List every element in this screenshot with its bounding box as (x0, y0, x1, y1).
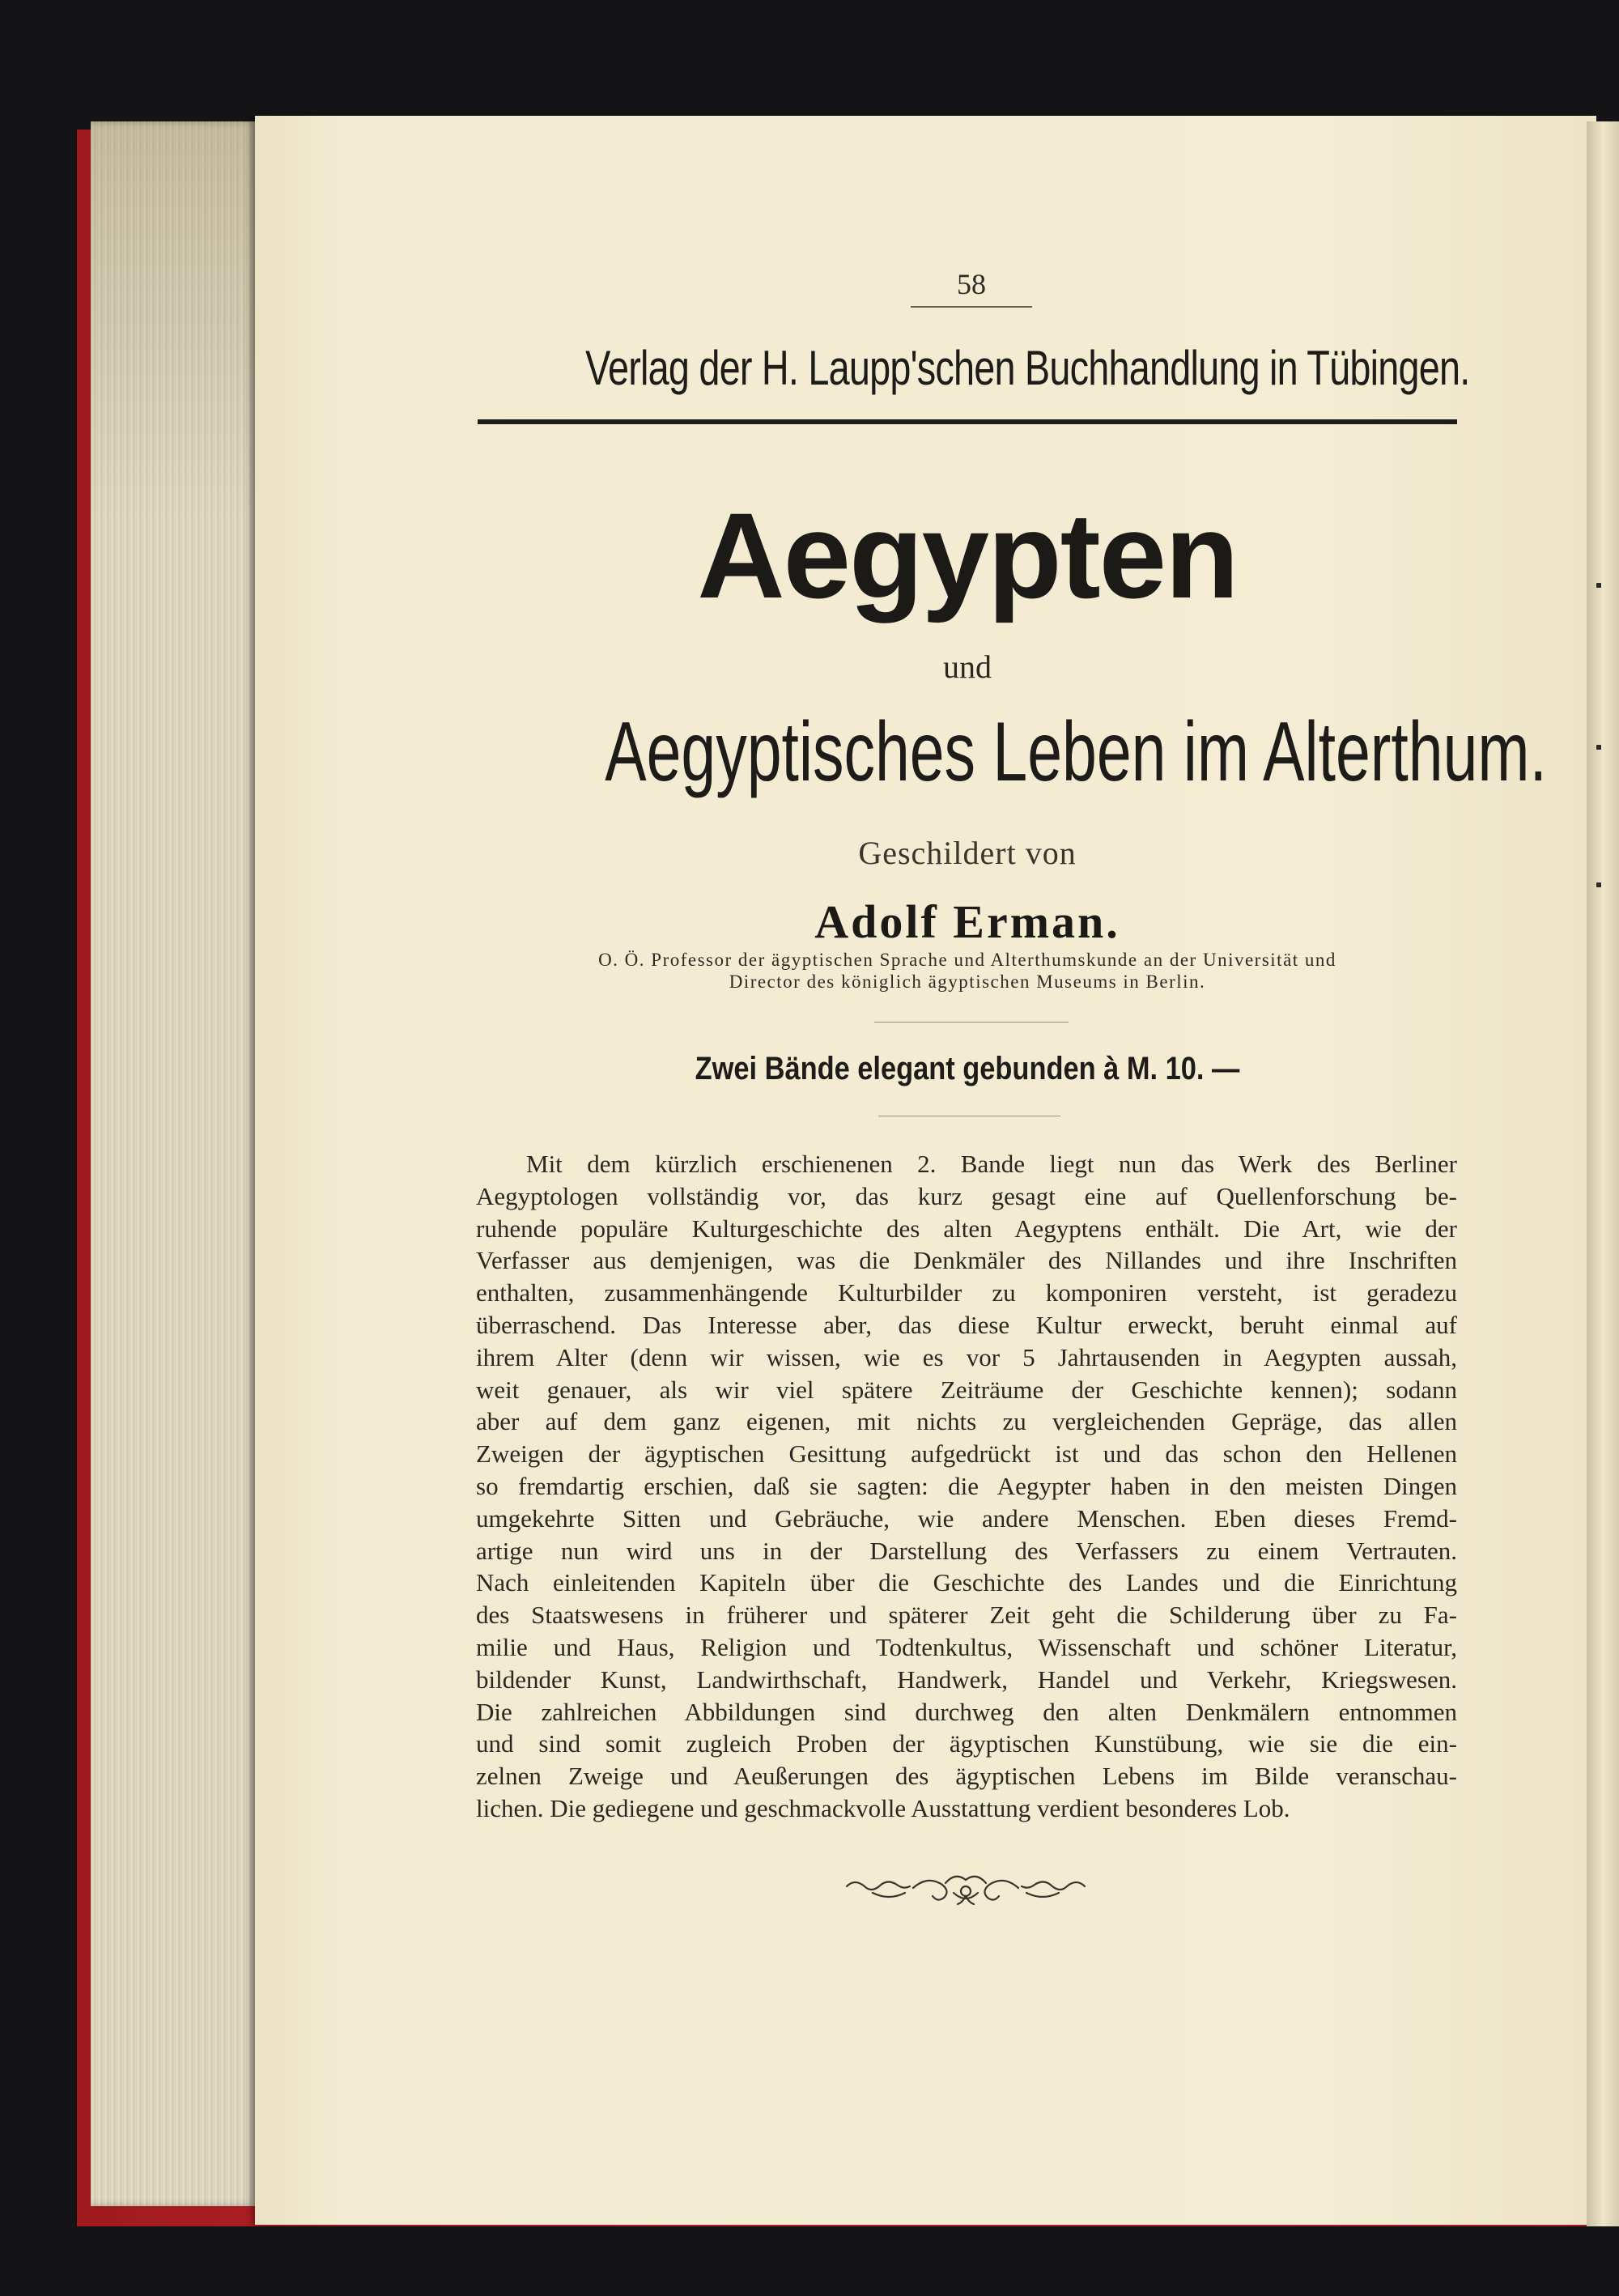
publisher-header: Verlag der H. Laupp'schen Buchhandlung in Tübingen. (585, 341, 1470, 395)
description-text (476, 1148, 1457, 1825)
body-line: des Staatswesens in früherer und späterer Zeit geht die Schilderung über zu Fa- (476, 1601, 1457, 1630)
body-line: Die zahlreichen Abbildungen sind durchweg den alten Denkmälern entnommen (476, 1697, 1457, 1726)
body-line: überraschend. Das Interesse aber, das diese Kultur erweckt, beruht einmal auf (476, 1310, 1457, 1339)
page-number: 58 (957, 268, 986, 300)
flourish-ornament-icon (840, 1869, 1091, 1909)
page-number-rule (911, 306, 1032, 308)
byline-lead: Geschildert von (858, 835, 1077, 871)
price-line: Zwei Bände elegant gebunden à M. 10. — (695, 1051, 1240, 1086)
section-rule (874, 1022, 1069, 1023)
header-rule (478, 419, 1457, 424)
book-subtitle: Aegyptisches Leben im Alterthum. (605, 705, 1547, 799)
body-line: enthalten, zusammenhängende Kulturbilder zu komponiren versteht, ist geradezu (476, 1278, 1457, 1307)
credentials-line: Director des königlich ägyptischen Museums in Berlin. (729, 972, 1206, 992)
body-line: ruhende populäre Kulturgeschichte des alten Aegyptens enthält. Die Art, wie der (476, 1214, 1457, 1243)
author-name: Adolf Erman. (814, 895, 1120, 948)
body-line: Verfasser aus demjenigen, was die Denkmäler des Nillandes und ihre Inschriften (476, 1246, 1457, 1275)
body-line: artige nun wird uns in der Darstellung des Verfassers zu einem Vertrauten. (476, 1536, 1457, 1565)
book-title: Aegypten (697, 487, 1238, 623)
title-conjunction: und (943, 648, 992, 685)
body-line: Zweigen der ägyptischen Gesittung aufgedrückt ist und das schon den Hellenen (476, 1439, 1457, 1469)
body-line: und sind somit zugleich Proben der ägyptischen Kunstübung, wie sie die ein- (476, 1729, 1457, 1758)
body-line: Aegyptologen vollständig vor, das kurz gesagt eine auf Quellenforschung be- (476, 1181, 1457, 1210)
body-line: aber auf dem ganz eigenen, mit nichts zu vergleichenden Gepräge, das allen (476, 1407, 1457, 1436)
body-line: weit genauer, als wir viel spätere Zeiträume der Geschichte kennen); sodann (476, 1375, 1457, 1404)
gutter-mark (1596, 583, 1601, 588)
body-line: so fremdartig erschien, daß sie sagten: die Aegypter haben in den meisten Dingen (476, 1471, 1457, 1500)
body-line: bildender Kunst, Landwirthschaft, Handwerk, Handel und Verkehr, Kriegswesen. (476, 1665, 1457, 1694)
body-line: Nach einleitenden Kapiteln über die Geschichte des Landes und die Einrichtung (476, 1568, 1457, 1597)
body-line: lichen. Die gediegene und geschmackvolle Ausstattung verdient besonderes Lob. (476, 1793, 1290, 1822)
author-credentials (478, 949, 1457, 993)
body-line: ihrem Alter (denn wir wissen, wie es vor 5 Jahrtausenden in Aegypten aussah, (476, 1342, 1457, 1371)
body-line: Mit dem kürzlich erschienenen 2. Bande liegt nun das Werk des Berliner (526, 1150, 1457, 1178)
body-line: umgekehrte Sitten und Gebräuche, wie andere Menschen. Eben dieses Fremd- (476, 1503, 1457, 1533)
body-line: zelnen Zweige und Aeußerungen des ägyptischen Lebens im Bilde veranschau- (476, 1762, 1457, 1791)
gutter-mark (1596, 882, 1601, 887)
credentials-line: O. Ö. Professor der ägyptischen Sprache und Alterthumskunde an der Universität und (598, 950, 1336, 970)
body-line: milie und Haus, Religion und Todtenkultus, Wissenschaft und schöner Literatur, (476, 1632, 1457, 1661)
gutter-mark (1596, 745, 1601, 750)
facing-page-edge (1587, 121, 1619, 2226)
